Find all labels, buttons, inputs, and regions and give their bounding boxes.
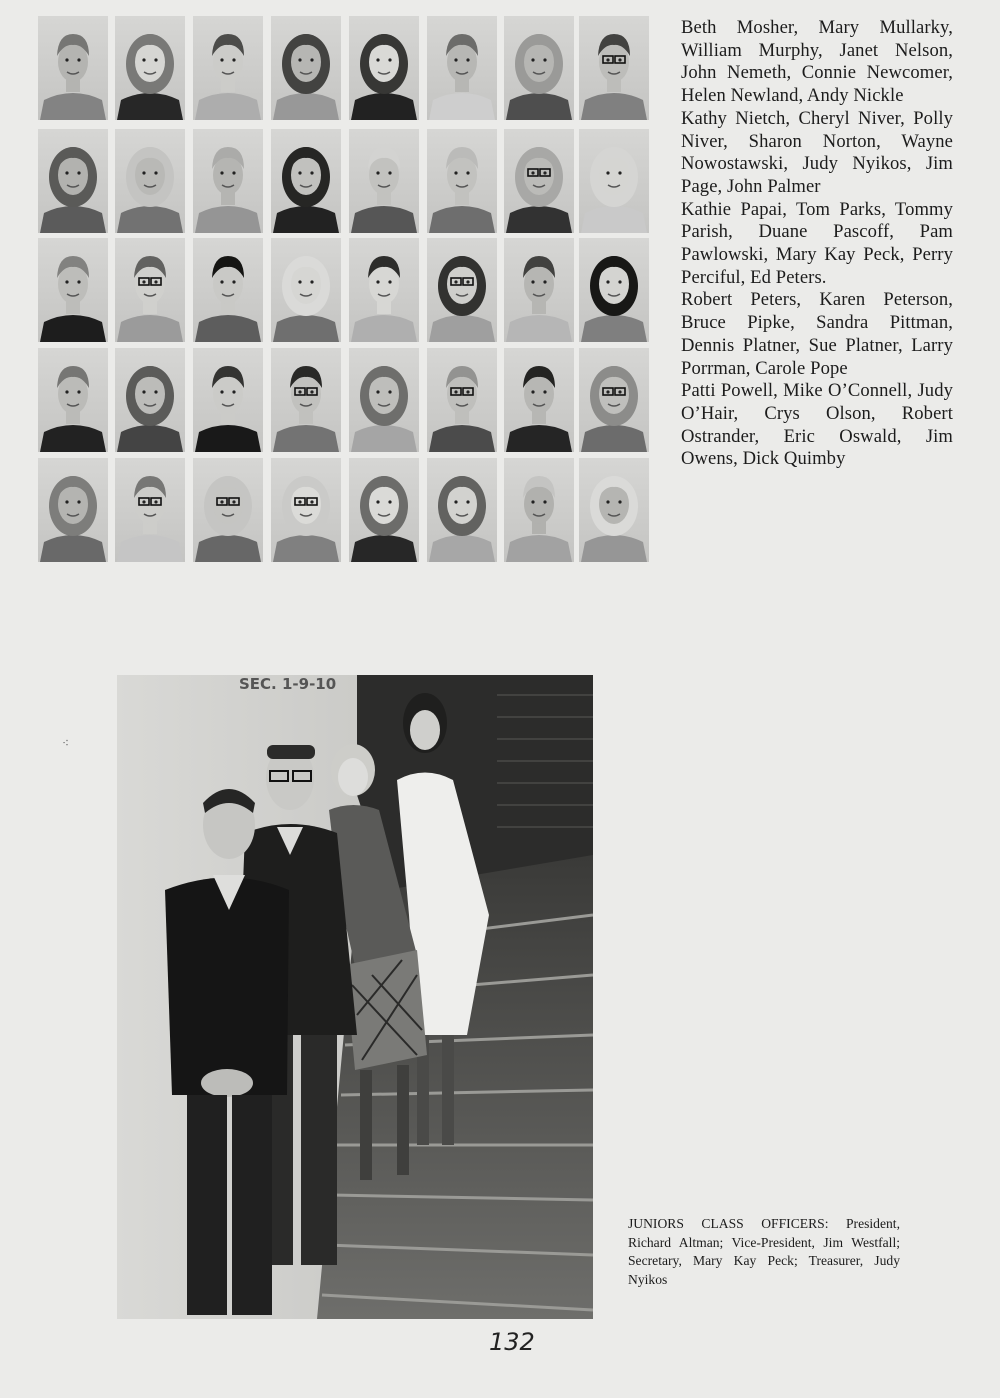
student-portrait <box>579 348 649 452</box>
student-portrait <box>38 238 108 342</box>
page-number: 132 <box>489 1328 535 1356</box>
student-portrait <box>271 348 341 452</box>
name-block-row-1: Beth Mosher, Mary Mullarky, William Murphy, Janet Nelson, John Nemeth, Connie Newcomer, Helen Newland, Andy Nickle <box>681 17 953 107</box>
names-column <box>681 17 953 471</box>
student-portrait <box>193 458 263 562</box>
name-block-row-4: Robert Peters, Karen Peterson, Bruce Pipke, Sandra Pittman, Dennis Platner, Sue Platner, Larry Porrman, Carole Pope <box>681 289 953 379</box>
print-speck: ⁖ <box>62 736 70 750</box>
student-portrait <box>427 16 497 120</box>
student-portrait <box>115 16 185 120</box>
student-portrait <box>115 348 185 452</box>
student-portrait <box>193 16 263 120</box>
student-portrait <box>349 238 419 342</box>
student-portrait <box>579 238 649 342</box>
student-portrait <box>504 458 574 562</box>
student-portrait <box>38 458 108 562</box>
student-portrait <box>38 129 108 233</box>
student-portrait <box>193 238 263 342</box>
student-portrait <box>504 129 574 233</box>
student-portrait <box>271 238 341 342</box>
name-block-row-2: Kathy Nietch, Cheryl Niver, Polly Niver, Sharon Norton, Wayne Nowostawski, Judy Nyikos, Jim Page, John Palmer <box>681 107 953 197</box>
student-portrait <box>579 129 649 233</box>
student-portrait <box>427 129 497 233</box>
student-portrait <box>427 238 497 342</box>
student-portrait <box>271 129 341 233</box>
student-portrait <box>38 16 108 120</box>
name-block-row-3: Kathie Papai, Tom Parks, Tommy Parish, Duane Pascoff, Pam Pawlowski, Mary Kay Peck, Perry Perciful, Ed Peters. <box>681 198 953 288</box>
student-portrait <box>271 458 341 562</box>
student-portrait <box>504 238 574 342</box>
class-officers-photo <box>117 675 593 1319</box>
photo-caption: JUNIORS CLASS OFFICERS: President, Richard Altman; Vice-President, Jim Westfall; Secretary, Mary Kay Peck; Treasurer, Judy Nyikos <box>628 1216 900 1287</box>
student-portrait <box>38 348 108 452</box>
student-portrait <box>579 458 649 562</box>
student-portrait <box>115 238 185 342</box>
student-portrait <box>349 458 419 562</box>
wall-sign-text: SEC. 1-9-10 <box>239 675 337 693</box>
student-portrait <box>115 458 185 562</box>
student-portrait <box>115 129 185 233</box>
name-block-row-5: Patti Powell, Mike O’Connell, Judy O’Hair, Crys Olson, Robert Ostrander, Eric Oswald, Jim Owens, Dick Quimby <box>681 380 953 470</box>
student-portrait <box>271 16 341 120</box>
student-portrait <box>504 348 574 452</box>
student-portrait <box>349 129 419 233</box>
portrait-grid <box>38 16 620 568</box>
student-portrait <box>193 129 263 233</box>
student-portrait <box>349 16 419 120</box>
student-portrait <box>193 348 263 452</box>
student-portrait <box>427 348 497 452</box>
student-portrait <box>427 458 497 562</box>
student-portrait <box>579 16 649 120</box>
student-portrait <box>504 16 574 120</box>
student-portrait <box>349 348 419 452</box>
